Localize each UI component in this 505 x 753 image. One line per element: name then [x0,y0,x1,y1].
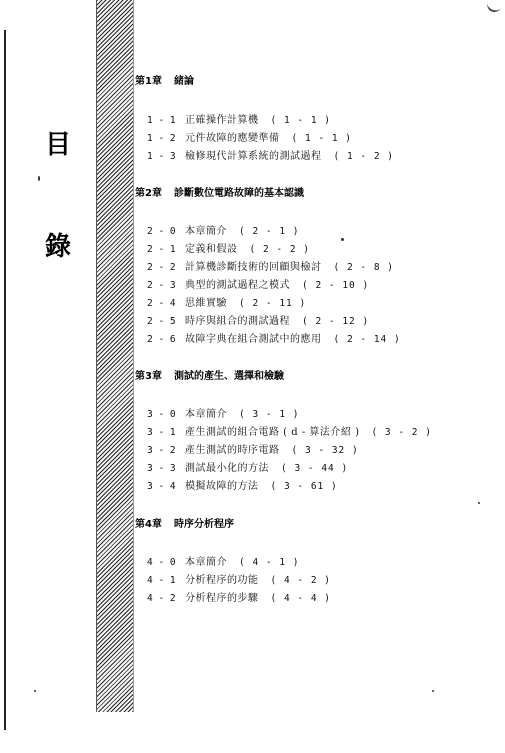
toc-entry [147,111,331,126]
toc-entry [147,147,394,162]
entry-title: 時序與組合的測試過程 [185,316,290,327]
entry-title: 產生測試的時序電路 [185,445,280,456]
toc-entry [147,459,348,474]
entry-number: 2 - 4 [147,298,176,309]
entry-number: 2 - 5 [147,316,176,327]
entry-number: 4 - 0 [147,557,176,568]
entry-page: ( 3 - 61 ) [270,481,338,492]
entry-number: 1 - 1 [147,115,176,126]
speck [478,502,480,504]
entry-title: 測試最小化的方法 [185,463,269,474]
chapter-label: 第4章 [135,519,162,530]
entry-title: 典型的測試過程之模式 [185,280,290,291]
entry-title: 正確操作計算機 [185,115,259,126]
chapter-title: 診斷數位電路故障的基本認識 [173,188,304,199]
entry-number: 2 - 0 [147,226,176,237]
entry-title: 檢修現代計算系統的測試過程 [185,151,322,162]
chapter-label: 第2章 [135,188,162,199]
entry-page: ( 1 - 1 ) [270,115,331,126]
title-char-1: 目 [44,130,71,160]
entry-page: ( 3 - 44 ) [281,463,349,474]
entry-page: ( 3 - 2 ) [371,427,432,438]
speck [432,690,434,692]
chapter-heading [135,367,284,382]
toc-entry [147,276,369,291]
entry-title: 故障字典在組合測試中的應用 [185,334,322,345]
toc-entry [147,312,369,327]
title-char-2: 錄 [44,232,71,262]
toc-entry [147,405,299,420]
entry-page: ( 2 - 8 ) [333,262,394,273]
hatched-band [96,0,134,712]
toc-entry [147,294,306,309]
entry-number: 3 - 4 [147,481,176,492]
entry-page: ( 1 - 2 ) [333,151,394,162]
chapter-heading [135,184,304,199]
entry-number: 3 - 1 [147,427,176,438]
corner-mark [485,0,502,14]
entry-page: ( 3 - 32 ) [291,445,359,456]
entry-title: 計算機診斷技術的回顧與檢討 [185,262,322,273]
entry-page: ( 2 - 2 ) [249,244,310,255]
toc-entry [147,441,359,456]
left-margin-line [4,30,6,730]
toc-entry [147,553,299,568]
entry-number: 4 - 1 [147,575,176,586]
entry-page: ( 2 - 12 ) [302,316,370,327]
toc-entry [147,571,331,586]
entry-number: 3 - 3 [147,463,176,474]
entry-title: 思維實驗 [185,298,227,309]
vertical-title [38,130,78,262]
toc-entry [147,258,394,273]
entry-number: 2 - 6 [147,334,176,345]
toc-entry [147,129,352,144]
entry-title: 產生測試的組合電路 ( d - 算法介紹 ) [185,427,360,438]
entry-page: ( 2 - 14 ) [333,334,401,345]
speck [341,238,344,241]
entry-number: 3 - 0 [147,409,176,420]
chapter-label: 第1章 [135,76,162,87]
entry-page: ( 4 - 2 ) [270,575,331,586]
toc-entry [147,589,331,604]
toc-entry [147,222,299,237]
entry-title: 定義和假設 [185,244,238,255]
entry-number: 1 - 2 [147,133,176,144]
entry-title: 分析程序的功能 [185,575,259,586]
chapter-heading [135,72,194,87]
entry-number: 1 - 3 [147,151,176,162]
toc-entry [147,330,401,345]
entry-page: ( 2 - 1 ) [239,226,300,237]
entry-title: 模擬故障的方法 [185,481,259,492]
entry-number: 2 - 1 [147,244,176,255]
entry-page: ( 1 - 1 ) [291,133,352,144]
entry-title: 分析程序的步驟 [185,593,259,604]
entry-page: ( 2 - 10 ) [302,280,370,291]
chapter-title: 測試的產生、選擇和檢驗 [173,371,284,382]
chapter-title: 時序分析程序 [173,519,234,530]
entry-title: 本章簡介 [185,226,227,237]
chapter-title: 緒論 [173,76,194,87]
entry-number: 3 - 2 [147,445,176,456]
entry-title: 本章簡介 [185,409,227,420]
entry-page: ( 4 - 4 ) [270,593,331,604]
entry-title: 元件故障的應變準備 [185,133,280,144]
toc-entry [147,423,432,438]
entry-page: ( 4 - 1 ) [239,557,300,568]
entry-title: 本章簡介 [185,557,227,568]
chapter-label: 第3章 [135,371,162,382]
speck [38,176,40,181]
entry-number: 2 - 3 [147,280,176,291]
chapter-heading [135,515,234,530]
entry-number: 2 - 2 [147,262,176,273]
toc-entry [147,240,310,255]
entry-page: ( 3 - 1 ) [239,409,300,420]
entry-number: 4 - 2 [147,593,176,604]
entry-page: ( 2 - 11 ) [239,298,307,309]
speck [34,690,36,692]
toc-entry [147,477,338,492]
